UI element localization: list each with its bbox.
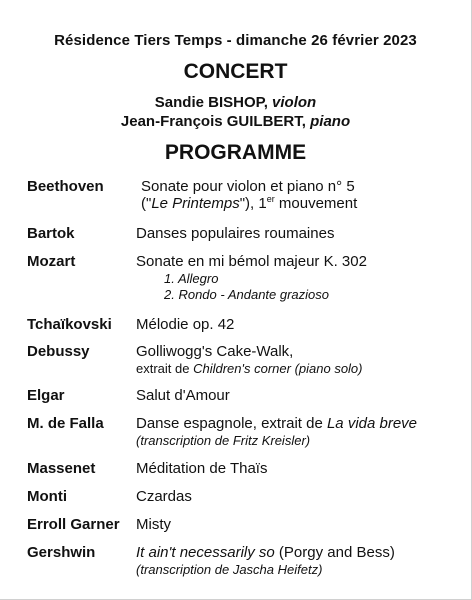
composer-name: Monti bbox=[27, 488, 67, 505]
work-title: Sonate en mi bémol majeur K. 302 1. Allegro 2. Rondo - Andante grazioso bbox=[136, 253, 367, 302]
concert-title: CONCERT bbox=[183, 60, 288, 83]
composer-name: Beethoven bbox=[27, 178, 104, 195]
work-title: Mélodie op. 42 bbox=[136, 316, 235, 333]
event-header: Résidence Tiers Temps - dimanche 26 février 2023 bbox=[54, 32, 417, 49]
programme-title: PROGRAMME bbox=[164, 141, 307, 164]
work-note: (transcription de Jascha Heifetz) bbox=[136, 562, 323, 577]
work-title: Sonate pour violon et piano n° 5 ("Le Printemps"), 1er mouvement bbox=[141, 178, 358, 212]
composer-name: Debussy bbox=[27, 343, 90, 360]
work-title: Czardas bbox=[136, 488, 192, 505]
work-title: Danse espagnole, extrait de La vida breve (transcription de Fritz Kreisler) bbox=[136, 415, 418, 448]
composer-name: Mozart bbox=[27, 253, 76, 270]
work-title: Golliwogg's Cake-Walk, extrait de Children's corner (piano solo) bbox=[136, 343, 363, 376]
composer-name: Massenet bbox=[27, 460, 96, 477]
performer-name: Sandie BISHOP, bbox=[154, 94, 273, 111]
movement: 1. Allegro bbox=[164, 271, 219, 286]
performer-violin bbox=[0, 94, 471, 111]
performer-piano bbox=[0, 113, 471, 130]
movement: 2. Rondo - Andante grazioso bbox=[164, 287, 330, 302]
work-title: Danses populaires roumaines bbox=[136, 225, 335, 242]
performer-role: violon bbox=[272, 94, 317, 111]
work-title: Misty bbox=[136, 516, 171, 533]
composer-name: Bartok bbox=[27, 225, 75, 242]
work-note: (transcription de Fritz Kreisler) bbox=[136, 433, 311, 448]
performer-role: piano bbox=[310, 113, 351, 130]
composer-name: M. de Falla bbox=[27, 415, 104, 432]
work-title: It ain't necessarily so (Porgy and Bess) (transcription de Jascha Heifetz) bbox=[136, 544, 395, 577]
work-title: Méditation de Thaïs bbox=[136, 460, 268, 477]
composer-name: Erroll Garner bbox=[27, 516, 120, 533]
work-title: Salut d'Amour bbox=[136, 387, 230, 404]
composer-name: Gershwin bbox=[27, 544, 96, 561]
composer-name: Tchaïkovski bbox=[27, 316, 112, 333]
performer-name: Jean-François GUILBERT, bbox=[120, 113, 311, 130]
work-note: extrait de Children's corner (piano solo) bbox=[136, 361, 363, 376]
composer-name: Elgar bbox=[27, 387, 65, 404]
